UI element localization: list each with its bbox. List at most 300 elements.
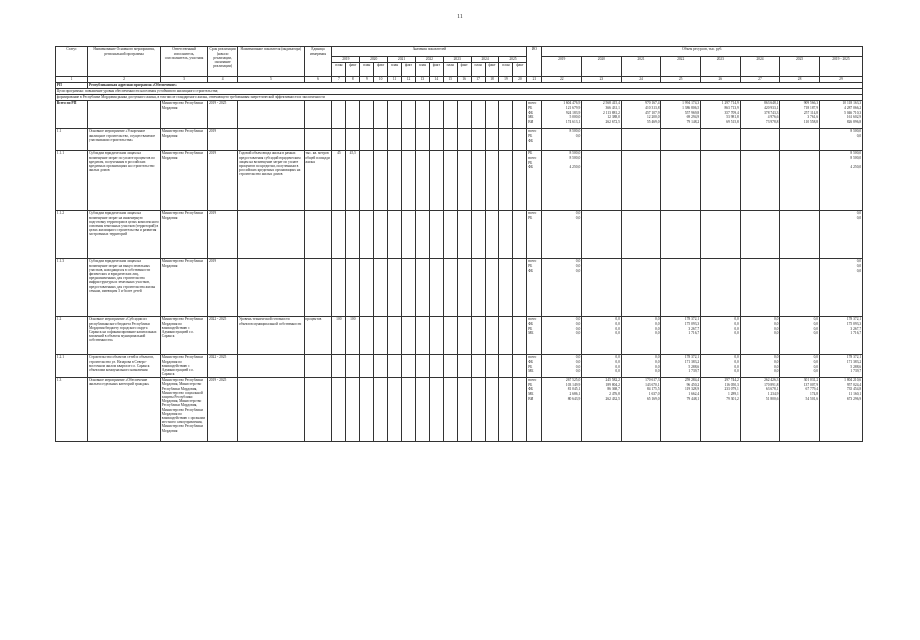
funding-amount xyxy=(583,139,620,144)
header-fact: факт xyxy=(402,63,416,77)
funding-source-label: всего xyxy=(528,378,537,383)
funding-amount: 0,0 xyxy=(575,364,581,369)
row-value-plan xyxy=(415,150,429,210)
funding-amount: 0,0 xyxy=(655,369,660,374)
funding-amount: 718 187,9 xyxy=(803,105,819,110)
row-value-plan xyxy=(415,354,429,377)
header-fact: факт xyxy=(457,63,471,77)
row-value-fact xyxy=(429,150,443,210)
row-value-fact xyxy=(429,128,443,150)
funding-amount: 51 800,6 xyxy=(765,396,779,401)
funding-amount xyxy=(702,139,739,144)
row-value-plan xyxy=(499,128,513,150)
funding-amount: 0,0 xyxy=(734,317,739,322)
column-number: 21 xyxy=(527,77,542,83)
row-value-fact xyxy=(513,377,527,441)
program-table xyxy=(55,46,863,442)
row-value-plan xyxy=(499,316,513,354)
row-value-fact xyxy=(374,377,388,441)
row-funding-sources xyxy=(527,150,542,210)
funding-amount: 826 896,8 xyxy=(846,119,862,124)
funding-amount: 4 976,6 xyxy=(767,115,779,120)
row-funding-year xyxy=(700,316,740,354)
row-funding-year xyxy=(582,210,622,258)
header-plan: план xyxy=(471,63,485,77)
funding-amount: 170 891,8 xyxy=(764,382,779,387)
row-value-fact xyxy=(485,354,499,377)
row-value-fact xyxy=(485,258,499,316)
funding-amount: 178 372,1 xyxy=(684,317,700,322)
column-number: 6 xyxy=(304,77,332,83)
funding-amount: 3 267,7 xyxy=(688,326,700,331)
funding-amount: 2 113 881,2 xyxy=(602,110,620,115)
row-value-plan xyxy=(499,258,513,316)
row-funding-year xyxy=(780,316,820,354)
row-funding-year xyxy=(740,377,780,441)
header-value-year: 2021 xyxy=(388,57,416,63)
row-name: Субсидии юридическим лицам на возмещение затрат на инженерную подготовку территории в целях комплексного освоения земельных участков (территорий) в целях жилищного строительства и развития застроенных территорий xyxy=(88,210,161,258)
funding-amount xyxy=(781,216,818,221)
funding-amount: 297 744,2 xyxy=(724,378,739,383)
funding-amount: 0,0 xyxy=(575,133,581,138)
funding-amount: 420 933,1 xyxy=(764,105,779,110)
row-executor: Министерство Республики Мордовия xyxy=(161,128,208,150)
row-value-plan xyxy=(360,354,374,377)
funding-amount: 54 501,6 xyxy=(805,396,819,401)
row-funding-year xyxy=(542,150,582,210)
funding-amount: 0,0 xyxy=(773,364,779,369)
row-code: 1.2 xyxy=(56,316,88,354)
funding-amount: 137 007,9 xyxy=(803,382,819,387)
row-code: 1.1 xyxy=(56,128,88,150)
row-funding-year xyxy=(740,150,780,210)
row-funding-year xyxy=(700,258,740,316)
funding-amount: 0,0 xyxy=(856,263,862,268)
row-name: Субсидии юридическим лицам на возмещение затрат по уплате процентов по кредитам, полученным в российских кредитных организациях на строительство жилых домов xyxy=(88,150,161,210)
table-row xyxy=(56,316,863,354)
funding-source-label: ФБ xyxy=(528,110,534,115)
row-value-fact xyxy=(513,258,527,316)
funding-amount: 0,0 xyxy=(856,215,862,220)
header-values-group: Значения показателей xyxy=(332,47,527,57)
header-fact: факт xyxy=(429,63,443,77)
funding-amount: 0,0 xyxy=(655,359,660,364)
row-funding-year xyxy=(582,150,622,210)
funding-amount: 8 500,0 xyxy=(850,155,862,160)
funding-amount: 161 602,9 xyxy=(846,115,862,120)
row-value-plan xyxy=(415,100,429,128)
funding-amount: 863 648,1 xyxy=(764,101,779,106)
table-row xyxy=(56,210,863,258)
row-value-fact xyxy=(346,210,360,258)
row-executor: Министерство Республики Мордовия xyxy=(161,210,208,258)
row-value-fact xyxy=(485,128,499,150)
funding-amount: 0,0 xyxy=(655,321,660,326)
row-value-plan xyxy=(443,210,457,258)
funding-amount: 5 046 710,3 xyxy=(844,110,862,115)
row-term: 2022 - 2025 xyxy=(208,354,238,377)
header-plan: план xyxy=(443,63,457,77)
funding-amount: 79 148,2 xyxy=(686,119,700,124)
header-unit: Единица измерения xyxy=(304,47,332,77)
row-value-plan xyxy=(360,150,374,210)
row-value-plan xyxy=(332,258,346,316)
row-value-fact xyxy=(457,377,471,441)
funding-amount: 0,0 xyxy=(773,369,779,374)
funding-amount: 0,0 xyxy=(575,359,581,364)
funding-amount: 4 250,0 xyxy=(850,165,862,170)
band-code: РП xyxy=(56,82,88,88)
row-funding-year xyxy=(582,128,622,150)
funding-amount: 301 031,2 xyxy=(803,378,819,383)
funding-source-label: РБ xyxy=(528,215,533,220)
funding-amount: 5 000,0 xyxy=(569,115,581,120)
row-value-plan xyxy=(415,316,429,354)
row-executor: Министерство Республики Мордовия, Министерство Республики Мордовия, Министерство социальной защиты Республики Мордовия, Министерство Республики Мордовия, Министерство Республики Мордовия по взаимодействию с органами местного самоуправления, Министерство Республики Мордовия xyxy=(161,377,208,441)
row-value-fact xyxy=(374,210,388,258)
funding-amount: 175 093,3 xyxy=(846,321,862,326)
row-value-plan xyxy=(332,100,346,128)
row-value-fact xyxy=(457,210,471,258)
row-code: 1.1.1 xyxy=(56,150,88,210)
funding-amount: 0,0 xyxy=(575,369,581,374)
row-value-plan xyxy=(332,210,346,258)
funding-amount: 178 372,1 xyxy=(684,355,700,360)
header-fact: факт xyxy=(485,63,499,77)
row-value-plan xyxy=(415,258,429,316)
funding-source-label: ФБ xyxy=(528,387,534,392)
funding-amount: 0,0 xyxy=(734,364,739,369)
funding-amount: 457 107,9 xyxy=(645,110,660,115)
funding-amount: 0,0 xyxy=(734,359,739,364)
row-value-fact xyxy=(374,150,388,210)
program-table-sheet xyxy=(55,46,863,556)
funding-amount: 909 566,3 xyxy=(803,101,819,106)
header-value-year: 2022 xyxy=(415,57,443,63)
row-term: 2019 xyxy=(208,258,238,316)
row-name xyxy=(88,100,161,128)
row-value-plan: 100 xyxy=(332,316,346,354)
funding-amount: 5 288,6 xyxy=(688,364,700,369)
column-number: 27 xyxy=(740,77,780,83)
funding-amount: 12 200,0 xyxy=(646,115,660,120)
row-value-plan xyxy=(388,150,402,210)
funding-amount: 119 328,9 xyxy=(684,387,700,392)
row-code: Всего по РП xyxy=(56,100,88,128)
row-funding-sources xyxy=(527,258,542,316)
row-value-fact xyxy=(402,100,416,128)
row-funding-year xyxy=(542,316,582,354)
row-code: 1.3 xyxy=(56,377,88,441)
row-funding-year xyxy=(661,100,701,128)
funding-amount: 233 079,1 xyxy=(724,387,739,392)
funding-amount: 0,0 xyxy=(773,317,779,322)
funding-amount xyxy=(662,139,699,144)
row-indicator xyxy=(238,210,304,258)
row-funding-year xyxy=(661,258,701,316)
table-row xyxy=(56,377,863,441)
row-name: Основное мероприятие «Обеспечение жильем отдельных категорий граждан» xyxy=(88,377,161,441)
funding-amount xyxy=(741,269,778,274)
funding-amount xyxy=(781,139,818,144)
row-indicator xyxy=(238,128,304,150)
row-value-fact xyxy=(402,210,416,258)
row-funding-year xyxy=(819,377,862,441)
row-value-plan xyxy=(388,210,402,258)
funding-amount: 1 739,7 xyxy=(688,369,700,374)
funding-amount: 0,0 xyxy=(856,259,862,264)
funding-source-label: ФБ xyxy=(528,321,534,326)
row-value-fact xyxy=(402,377,416,441)
row-value-fact xyxy=(374,354,388,377)
column-number: 16 xyxy=(457,77,471,83)
row-indicator: Годовой объем ввода жилья в рамках предоставления субсидий юридическим лицам на возмещение затрат по уплате процентов по кредитам, полученным в российских кредитных организациях на строительство жилых домов xyxy=(238,150,304,210)
row-funding-year xyxy=(740,100,780,128)
row-funding-year xyxy=(582,258,622,316)
funding-amount: 0,0 xyxy=(575,321,581,326)
row-funding-sources xyxy=(527,100,542,128)
funding-amount: 378 743,3 xyxy=(764,110,779,115)
funding-source-label: ВИ xyxy=(528,119,534,124)
row-executor: Министерство Республики Мордовия xyxy=(161,258,208,316)
row-unit xyxy=(304,354,332,377)
funding-amount: 0,0 xyxy=(813,359,819,364)
row-value-plan xyxy=(360,100,374,128)
row-value-fact xyxy=(429,377,443,441)
row-value-plan xyxy=(388,354,402,377)
row-value-plan xyxy=(332,354,346,377)
funding-amount: 0,0 xyxy=(734,326,739,331)
funding-source-label: всего xyxy=(528,101,537,106)
header-value-year: 2023 xyxy=(443,57,471,63)
funding-amount: 63 678,1 xyxy=(765,387,779,392)
row-funding-year xyxy=(819,354,862,377)
row-value-fact xyxy=(457,354,471,377)
header-fund-year: 2022 xyxy=(661,57,701,77)
row-value-fact xyxy=(429,100,443,128)
funding-amount: 1 386 806,5 xyxy=(682,105,700,110)
column-number: 24 xyxy=(621,77,661,83)
row-value-fact: 45,5 xyxy=(346,150,360,210)
row-unit xyxy=(304,377,332,441)
row-funding-year xyxy=(582,100,622,128)
funding-amount xyxy=(543,139,580,144)
funding-amount: 8 500,0 xyxy=(569,129,581,134)
row-value-fact xyxy=(429,354,443,377)
funding-amount xyxy=(662,165,699,170)
row-value-plan xyxy=(471,210,485,258)
row-name: Основное мероприятие «Ускоренное жилищное строительство, осуществляемое участниками строительства» xyxy=(88,128,161,150)
row-value-plan xyxy=(443,354,457,377)
column-number: 2 xyxy=(88,77,161,83)
funding-amount: 0,0 xyxy=(615,355,620,360)
row-funding-year xyxy=(661,377,701,441)
funding-amount: 863 713,9 xyxy=(724,105,739,110)
funding-amount xyxy=(583,269,620,274)
funding-amount: 0,0 xyxy=(856,133,862,138)
funding-amount xyxy=(623,216,660,221)
row-value-plan xyxy=(388,128,402,150)
funding-source-label: МБ xyxy=(528,115,534,120)
funding-source-label: всего xyxy=(528,355,537,360)
funding-amount: 0,0 xyxy=(813,331,819,336)
funding-amount: 116 050,3 xyxy=(724,382,739,387)
header-fund-year: 2021 xyxy=(621,57,661,77)
funding-amount: 0,0 xyxy=(734,355,739,360)
funding-amount: 0,0 xyxy=(655,317,660,322)
funding-amount: 174,8 xyxy=(810,391,819,396)
column-number: 10 xyxy=(374,77,388,83)
row-funding-year xyxy=(661,354,701,377)
header-value-year: 2020 xyxy=(360,57,388,63)
column-number: 1 xyxy=(56,77,88,83)
funding-source-label: всего xyxy=(528,211,537,216)
row-funding-sources xyxy=(527,377,542,441)
row-value-fact xyxy=(457,100,471,128)
row-value-fact: 100 xyxy=(346,316,360,354)
funding-source-label: ФБ xyxy=(528,268,534,273)
funding-amount: 103 149,9 xyxy=(565,382,581,387)
row-funding-year xyxy=(700,128,740,150)
funding-amount: 0,0 xyxy=(655,364,660,369)
column-number: 22 xyxy=(542,77,582,83)
header-plan: план xyxy=(415,63,429,77)
funding-amount: 79 301,2 xyxy=(726,396,739,401)
funding-amount: 0,0 xyxy=(615,326,620,331)
funding-source-label: всего xyxy=(528,317,537,322)
row-value-plan xyxy=(360,128,374,150)
column-number: 14 xyxy=(429,77,443,83)
row-funding-year xyxy=(582,377,622,441)
funding-amount: 0,0 xyxy=(773,321,779,326)
funding-source-label: ФБ xyxy=(528,138,534,143)
row-funding-year xyxy=(542,354,582,377)
row-funding-year xyxy=(740,128,780,150)
funding-amount xyxy=(623,269,660,274)
row-value-fact xyxy=(374,100,388,128)
header-fund-year: 2024 xyxy=(740,57,780,77)
funding-amount: 0,0 xyxy=(856,211,862,216)
column-number: 4 xyxy=(208,77,238,83)
funding-amount: 0,0 xyxy=(655,326,660,331)
row-name: Строительство объектов сетей и объектов, строительство ул. Назарова в Северо-восточном жилом квартале г.о. Саранск объектами коммунального назначения xyxy=(88,354,161,377)
row-funding-year xyxy=(700,100,740,128)
row-funding-year xyxy=(661,316,701,354)
row-value-fact xyxy=(513,210,527,258)
row-value-fact xyxy=(513,150,527,210)
row-funding-year xyxy=(819,128,862,150)
funding-amount: 65 169,0 xyxy=(646,396,660,401)
row-value-plan xyxy=(415,210,429,258)
funding-amount: 2 476,8 xyxy=(609,391,620,396)
funding-amount: 11 160,1 xyxy=(848,391,862,396)
column-number: 19 xyxy=(499,77,513,83)
funding-amount: 170 617,3 xyxy=(645,378,660,383)
row-term: 2019 xyxy=(208,150,238,210)
funding-amount: 0,0 xyxy=(773,331,779,336)
row-value-plan xyxy=(332,128,346,150)
row-funding-year xyxy=(542,377,582,441)
funding-source-label: РБ xyxy=(528,263,533,268)
funding-amount: 86 368,7 xyxy=(607,387,620,392)
row-value-plan xyxy=(388,316,402,354)
row-value-fact xyxy=(513,128,527,150)
funding-amount: 0,0 xyxy=(575,317,581,322)
row-funding-year xyxy=(542,128,582,150)
page-number: 11 xyxy=(457,14,463,20)
funding-amount: 557 969,8 xyxy=(684,110,700,115)
funding-amount: 110 558,8 xyxy=(803,119,819,124)
funding-amount: 259 284,4 xyxy=(684,378,700,383)
row-unit: процентов xyxy=(304,316,332,354)
column-number: 5 xyxy=(238,77,304,83)
header-indicator: Наименование показателя (индикатора) xyxy=(238,47,304,77)
row-indicator xyxy=(238,100,304,128)
header-fund-year: 2019 - 2025 xyxy=(819,57,862,77)
row-value-fact xyxy=(402,128,416,150)
funding-amount: 267 525,0 xyxy=(565,378,581,383)
row-value-plan xyxy=(360,210,374,258)
row-value-plan xyxy=(499,210,513,258)
funding-amount: 0,0 xyxy=(575,211,581,216)
funding-amount: 0,0 xyxy=(615,331,620,336)
row-value-fact xyxy=(346,128,360,150)
funding-amount xyxy=(781,165,818,170)
table-row xyxy=(56,100,863,128)
funding-amount: 143 670,1 xyxy=(645,382,660,387)
funding-amount: 8 500,0 xyxy=(850,129,862,134)
funding-amount: 357 709,4 xyxy=(724,110,739,115)
row-value-fact xyxy=(402,316,416,354)
header-status: Статус xyxy=(56,47,88,77)
funding-source-label: ФБ xyxy=(528,359,534,364)
row-value-fact xyxy=(485,210,499,258)
funding-amount: 0,0 xyxy=(655,331,660,336)
row-code: 1.1.3 xyxy=(56,258,88,316)
header-fund-year: 2020 xyxy=(582,57,622,77)
row-value-plan xyxy=(443,150,457,210)
funding-amount: 0,0 xyxy=(773,326,779,331)
funding-amount xyxy=(702,269,739,274)
table-row xyxy=(56,258,863,316)
header-name: Наименование Основного мероприятия, региональной программы xyxy=(88,47,161,77)
funding-amount: 80 643,9 xyxy=(567,396,581,401)
row-funding-year xyxy=(819,316,862,354)
header-plan: план xyxy=(332,63,346,77)
row-value-plan xyxy=(360,316,374,354)
row-funding-year xyxy=(740,354,780,377)
row-executor: Министерство Республики Мордовия по взаимодействию с Администрацией г.о. Саранск xyxy=(161,316,208,354)
funding-amount: 0,0 xyxy=(615,364,620,369)
funding-amount: 5 288,6 xyxy=(850,364,862,369)
header-executor: Ответственный исполнитель, соисполнитель, участник xyxy=(161,47,208,77)
funding-amount: 0,0 xyxy=(575,331,581,336)
funding-amount: 1 297 714,9 xyxy=(721,101,739,106)
funding-amount: 1 739,7 xyxy=(850,369,862,374)
funding-amount: 1 716,7 xyxy=(850,331,862,336)
header-fact: факт xyxy=(513,63,527,77)
row-value-plan xyxy=(443,128,457,150)
row-value-plan xyxy=(360,258,374,316)
funding-source-label: РБ xyxy=(528,105,533,110)
funding-source-label: РБ xyxy=(528,151,533,156)
row-indicator xyxy=(238,354,304,377)
row-value-plan xyxy=(388,100,402,128)
funding-amount: 970 167,4 xyxy=(645,101,660,106)
band-title: Республиканская адресная программа «Обеспечение» xyxy=(88,82,863,88)
table-row xyxy=(56,150,863,210)
funding-amount: 174 613,1 xyxy=(565,119,581,124)
